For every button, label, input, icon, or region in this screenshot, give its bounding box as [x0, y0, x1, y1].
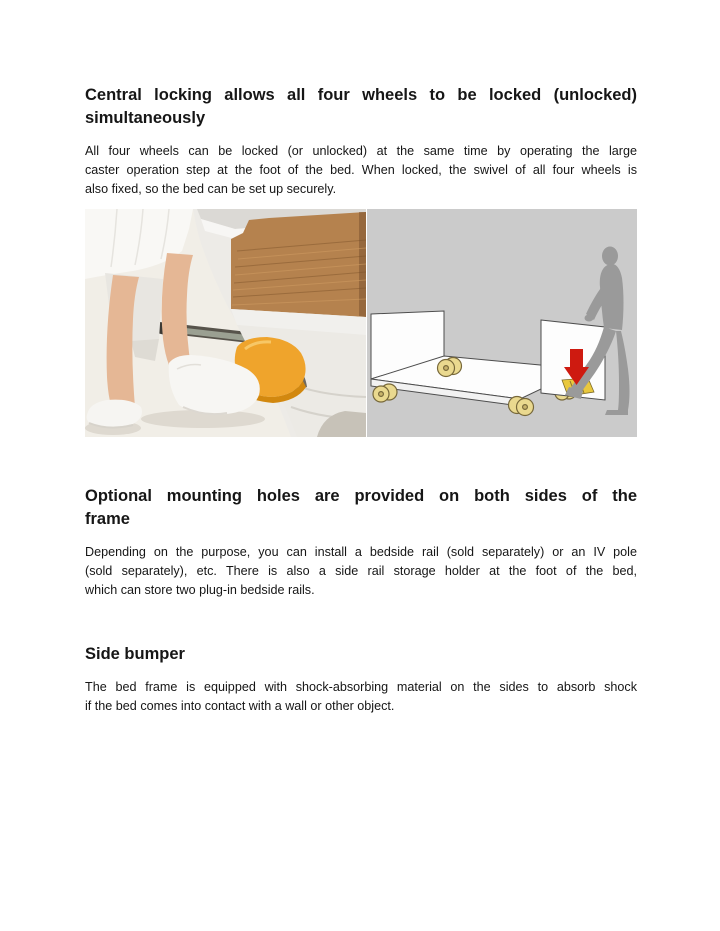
text-line: (sold separately), etc. There is also a side rail storage holder at the foot of the bed,	[85, 564, 637, 578]
section-heading-side-bumper	[85, 643, 637, 666]
figure-row	[85, 209, 637, 437]
page-content	[85, 0, 637, 716]
text-line: if the bed comes into contact with a wall or other object.	[85, 699, 395, 713]
illustration-pedal-operation	[367, 209, 637, 437]
text-line: frame	[85, 510, 130, 528]
wood-panel	[231, 212, 366, 317]
section-body-central-locking	[85, 142, 637, 199]
text-line: Side bumper	[85, 645, 185, 663]
text-line: simultaneously	[85, 109, 206, 127]
section-heading-central-locking	[85, 84, 637, 130]
text-line: All four wheels can be locked (or unlocked) at the same time by operating the large	[85, 144, 637, 158]
photo-caster-pedal	[85, 209, 366, 437]
section-body-mounting-holes	[85, 543, 637, 600]
text-line: which can store two plug-in bedside rails.	[85, 583, 315, 597]
text-line: Optional mounting holes are provided on both sides of the	[85, 487, 637, 505]
text-line: Depending on the purpose, you can install a bedside rail (sold separately) or an IV pole	[85, 545, 637, 559]
text-line: Central locking allows all four wheels to be locked (unlocked)	[85, 86, 637, 104]
section-body-side-bumper	[85, 678, 637, 716]
text-line: caster operation step at the foot of the bed. When locked, the swivel of all four wheels is	[85, 163, 637, 177]
section-heading-mounting-holes	[85, 485, 637, 531]
text-line: also fixed, so the bed can be set up securely.	[85, 182, 337, 196]
text-line: The bed frame is equipped with shock-absorbing material on the sides to absorb shock	[85, 680, 637, 694]
